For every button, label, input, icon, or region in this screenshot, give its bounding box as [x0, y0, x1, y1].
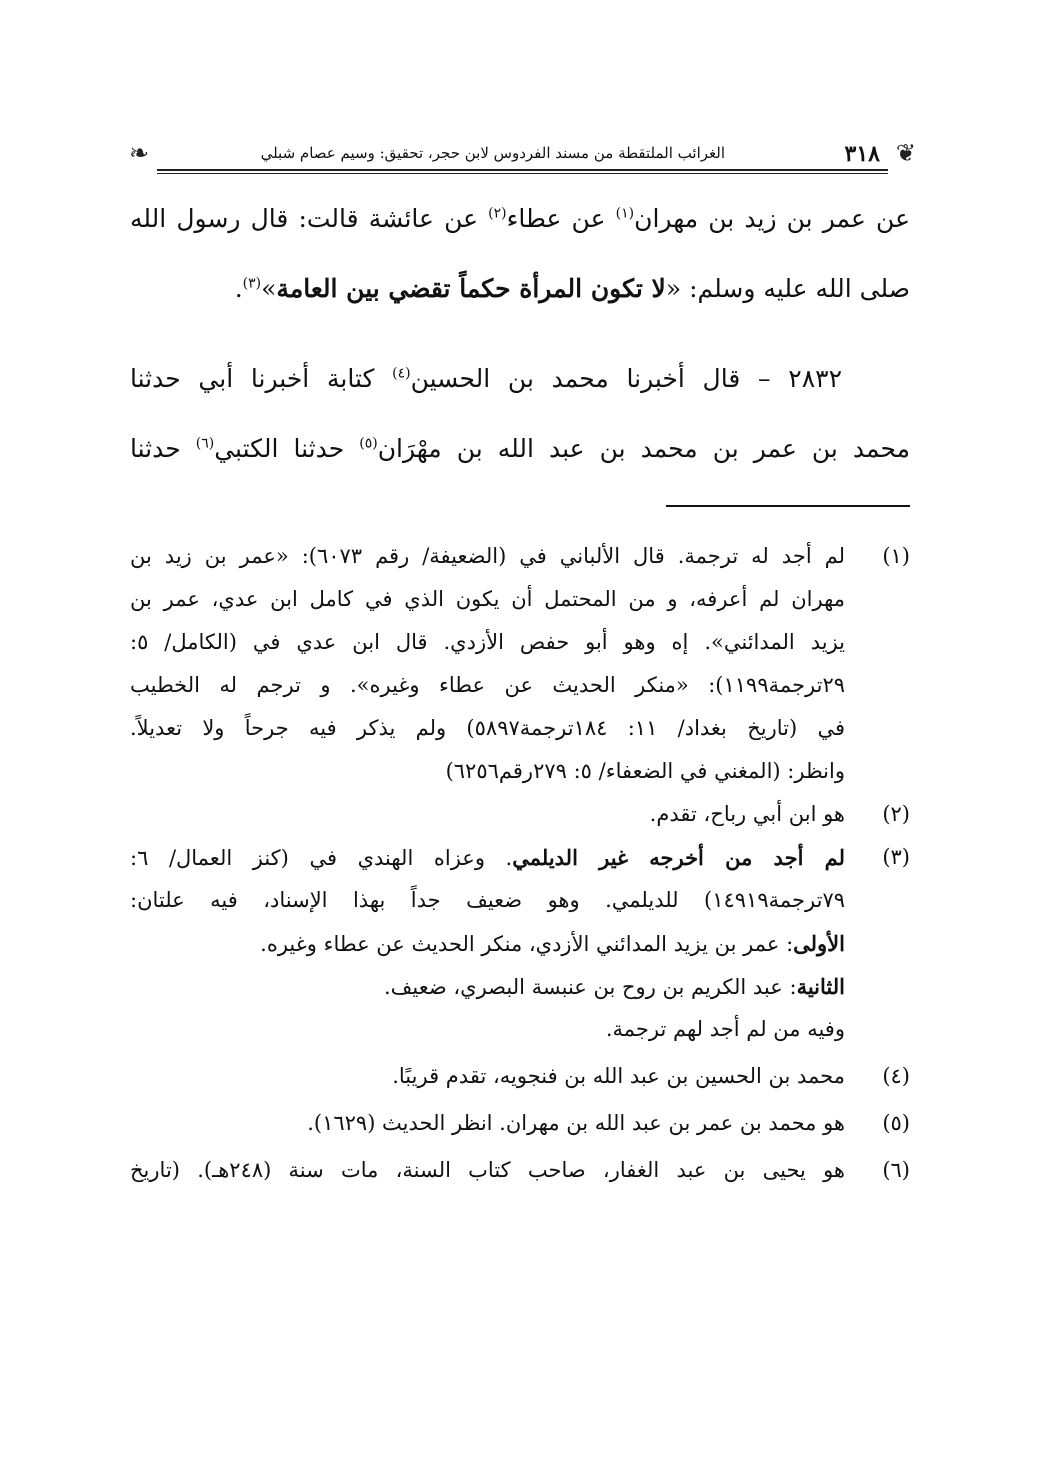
- footnote-line: هو محمد بن عمر بن عبد الله بن مهران. انظر الحديث (١٦٢٩).: [307, 1111, 845, 1135]
- hadith-text: لا تكون المرأة حكماً تقضي بين العامة: [276, 274, 666, 303]
- footnote-line: هو يحيى بن عبد الغفار، صاحب كتاب السنة، مات سنة (٢٤٨هـ). (تاريخ: [130, 1158, 845, 1182]
- footnote-ref[interactable]: (٢): [488, 205, 507, 222]
- footnote-line: الثانية: عبد الكريم بن روح بن عنبسة البصري، ضعيف.: [383, 974, 845, 999]
- footnote-line: هو ابن أبي رباح، تقدم.: [649, 802, 845, 826]
- footnote-line: وانظر: (المغني في الضعفاء/ ٥: ٢٧٩رقم٦٢٥٦): [445, 759, 845, 783]
- running-header: [129, 135, 916, 175]
- footnote-6: [130, 1149, 910, 1192]
- footnote-number: (٦): [882, 1158, 910, 1182]
- footnote-line: مهران لم أعرفه، و من المحتمل أن يكون الذي في كامل ابن عدي، عمر بن: [130, 587, 845, 611]
- footnote-line: يزيد المدائني». إه وهو أبو حفص الأزدي. قال ابن عدي في (الكامل/ ٥:: [130, 630, 845, 654]
- footnote-5: [130, 1102, 910, 1149]
- running-title: الغرائب الملتقطة من مسند الفردوس لابن حجر، تحقيق: وسيم عصام شبلي: [260, 144, 725, 162]
- footnote-2: [130, 793, 910, 836]
- page-number: ٣١٨: [844, 141, 880, 167]
- header-rule: [157, 169, 888, 174]
- main-line: عن عمر بن زيد بن مهران$^{(١)}$ عن عطاء$^{(٢)}$ عن عائشة قالت: قال رسول الله: [130, 204, 911, 233]
- footnotes: [130, 535, 910, 1192]
- footnote-ref[interactable]: (٥): [359, 435, 378, 452]
- footnote-ref[interactable]: (١): [615, 205, 635, 222]
- footnote-number: (٥): [882, 1111, 910, 1135]
- footnote-ref[interactable]: (٤): [392, 365, 411, 382]
- footnote-separator: [666, 505, 910, 507]
- main-line: محمد بن عمر بن محمد بن عبد الله بن مهْرَان$^{(٥)}$ حدثنا الكتبي$^{(٦)}$ حدثنا: [130, 434, 910, 463]
- footnote-3: [130, 836, 910, 1055]
- footnote-line: ٢٩ترجمة١١٩٩): «منكر الحديث عن عطاء وغيره». و ترجم له الخطيب: [130, 673, 845, 697]
- footnote-number: (٢): [882, 802, 910, 826]
- main-text: [130, 190, 910, 490]
- main-line: صلى الله عليه وسلم: «لا تكون المرأة حكماً تقضي بين العامة»$^{(٣)}$.: [234, 274, 910, 303]
- footnote-line: ٧٩ترجمة١٤٩١٩) للديلمي. وهو ضعيف جداً بهذا الإسناد، فيه علتان:: [130, 888, 845, 912]
- footnote-line: في (تاريخ بغداد/ ١١: ١٨٤ترجمة٥٨٩٧) ولم يذكر فيه جرحاً ولا تعديلاً.: [130, 716, 845, 740]
- footnote-ref[interactable]: (٣): [242, 275, 262, 292]
- footnote-1: [130, 535, 910, 793]
- footnote-line: لم أجد من أخرجه غير الديلمي. وعزاه الهندي في (كنز العمال/ ٦:: [130, 845, 845, 870]
- footnote-line: محمد بن الحسين بن عبد الله بن فنجويه، تقدم قريبًا.: [392, 1064, 845, 1088]
- main-line: ٢٨٣٢ – قال أخبرنا محمد بن الحسين$^{(٤)}$ كتابة أخبرنا أبي حدثنا: [130, 364, 842, 393]
- footnote-number: (١): [882, 544, 910, 568]
- footnote-number: (٣): [882, 845, 910, 869]
- header-ornament-left-icon: ❧: [129, 139, 150, 167]
- footnote-ref[interactable]: (٦): [195, 435, 215, 452]
- footnote-number: (٤): [882, 1064, 910, 1088]
- footnote-line: لم أجد له ترجمة. قال الألباني في (الضعيفة/ رقم ٦٠٧٣): «عمر بن زيد بن: [130, 544, 846, 568]
- footnote-line: الأولى: عمر بن يزيد المدائني الأزدي، منكر الحديث عن عطاء وغيره.: [260, 931, 845, 956]
- footnote-line: وفيه من لم أجد لهم ترجمة.: [605, 1017, 845, 1041]
- footnote-4: [130, 1055, 910, 1102]
- header-ornament-right-icon: ❦: [895, 139, 916, 167]
